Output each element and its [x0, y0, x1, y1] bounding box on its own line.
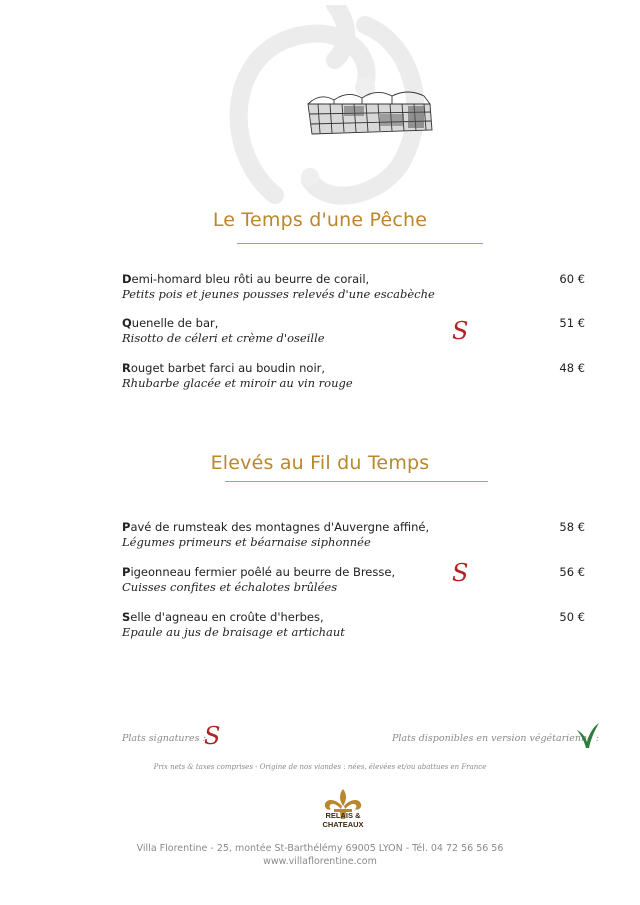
item-price: 58 €	[559, 520, 585, 534]
signature-icon: S	[204, 722, 221, 750]
item-description: Rhubarbe glacée et miroir au vin rouge	[122, 376, 353, 390]
item-name: emi-homard bleu rôti au beurre de corail,	[131, 272, 370, 286]
item-price: 56 €	[559, 565, 585, 579]
signature-icon: S	[452, 559, 469, 587]
item-initial: D	[122, 272, 132, 286]
item-description: Petits pois et jeunes pousses relevés d'une escabèche	[122, 287, 435, 301]
item-price: 48 €	[559, 361, 585, 375]
signature-legend-label: Plats signatures :	[122, 733, 206, 744]
item-initial: Q	[122, 316, 132, 330]
footer-website[interactable]: www.villaflorentine.com	[263, 856, 377, 867]
item-price: 50 €	[559, 610, 585, 624]
menu-item	[122, 361, 592, 391]
section-title-eleves: Elevés au Fil du Temps	[210, 452, 430, 474]
section-divider	[225, 481, 488, 482]
item-description: Risotto de céleri et crème d'oseille	[122, 331, 325, 345]
item-name: uenelle de bar,	[131, 316, 219, 330]
item-price: 60 €	[559, 272, 585, 286]
item-description: Légumes primeurs et béarnaise siphonnée	[122, 535, 371, 549]
fineprint-notice: Prix nets & taxes comprises - Origine de nos viandes : nées, élevées et/ou abattues en France	[153, 763, 487, 771]
item-price: 51 €	[559, 316, 585, 330]
menu-item	[122, 610, 592, 640]
item-name: ouget barbet farci au boudin noir,	[130, 361, 326, 375]
menu-item	[122, 565, 592, 595]
item-name: igeonneau fermier poêlé au beurre de Bresse,	[130, 565, 396, 579]
vegetarian-legend-label: Plats disponibles en version végétarienne :	[392, 733, 599, 744]
menu-item	[122, 272, 592, 302]
item-name: avé de rumsteak des montagnes d'Auvergne affiné,	[130, 520, 430, 534]
greenhouse-sketch-icon	[300, 84, 440, 140]
item-initial: P	[122, 565, 131, 579]
vegetarian-leaf-icon	[576, 722, 600, 750]
item-initial: P	[122, 520, 131, 534]
item-description: Cuisses confites et échalotes brûlées	[122, 580, 338, 594]
menu-item	[122, 520, 592, 550]
signature-icon: S	[452, 317, 469, 345]
section-title-peche: Le Temps d'une Pêche	[212, 209, 428, 231]
item-initial: S	[122, 610, 131, 624]
menu-item	[122, 316, 592, 346]
item-initial: R	[122, 361, 131, 375]
item-name: elle d'agneau en croûte d'herbes,	[130, 610, 324, 624]
logo-wordmark: RELAIS & CHATEAUX	[322, 811, 364, 829]
item-description: Epaule au jus de braisage et artichaut	[122, 625, 345, 639]
footer-address: Villa Florentine - 25, montée St-Barthélémy 69005 LYON - Tél. 04 72 56 56 56	[136, 843, 504, 854]
section-divider	[237, 243, 483, 244]
